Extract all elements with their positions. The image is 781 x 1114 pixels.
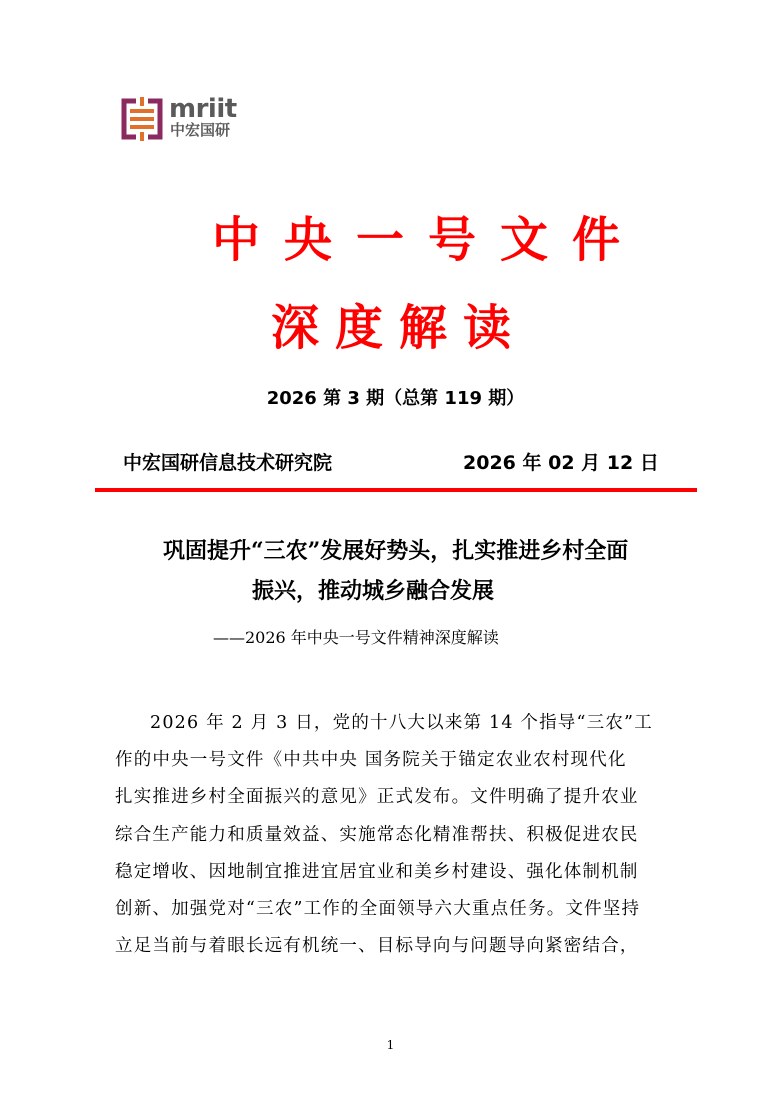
body-line: 扎实推进乡村全面振兴的意见》正式发布。文件明确了提升农业 — [115, 787, 639, 808]
body-line: 综合生产能力和质量效益、实施常态化精准帮扶、积极促进农民 — [115, 824, 639, 845]
headline-line-2: 振兴，推动城乡融合发展 — [252, 578, 495, 604]
red-divider — [95, 488, 697, 492]
body-paragraph — [115, 705, 683, 965]
title-line-1: 中央一号文件 — [212, 212, 645, 268]
headline-line-1: 巩固提升“三农”发展好势头，扎实推进乡村全面 — [163, 538, 629, 564]
body-line: 作的中央一号文件《中共中央 国务院关于锚定农业农村现代化 — [115, 750, 627, 771]
issue-number: 2026 第 3 期（总第 119 期） — [266, 388, 525, 409]
body-line: 创新、加强党对“三农”工作的全面领导六大重点任务。文件坚持 — [115, 898, 641, 919]
logo — [120, 94, 250, 143]
title-line-2: 深度解读 — [271, 300, 528, 356]
subtitle: ——2026 年中央一号文件精神深度解读 — [213, 628, 499, 647]
body-line: 立足当前与着眼长远有机统一、目标导向与问题导向紧密结合， — [115, 936, 639, 957]
mriit-bracket-logo-icon — [120, 97, 164, 141]
logo-text-en: mriit — [169, 94, 237, 124]
organization-name: 中宏国研信息技术研究院 — [123, 452, 333, 474]
body-line: 稳定增收、因地制宜推进宜居宜业和美乡村建设、强化体制机制 — [115, 861, 639, 882]
page-number: 1 — [386, 1038, 395, 1052]
body-line: 2026 年 2 月 3 日，党的十八大以来第 14 个指导“三农”工 — [150, 713, 653, 733]
publish-date: 2026 年 02 月 12 日 — [463, 452, 659, 474]
logo-text-cn: 中宏国研 — [170, 121, 231, 139]
